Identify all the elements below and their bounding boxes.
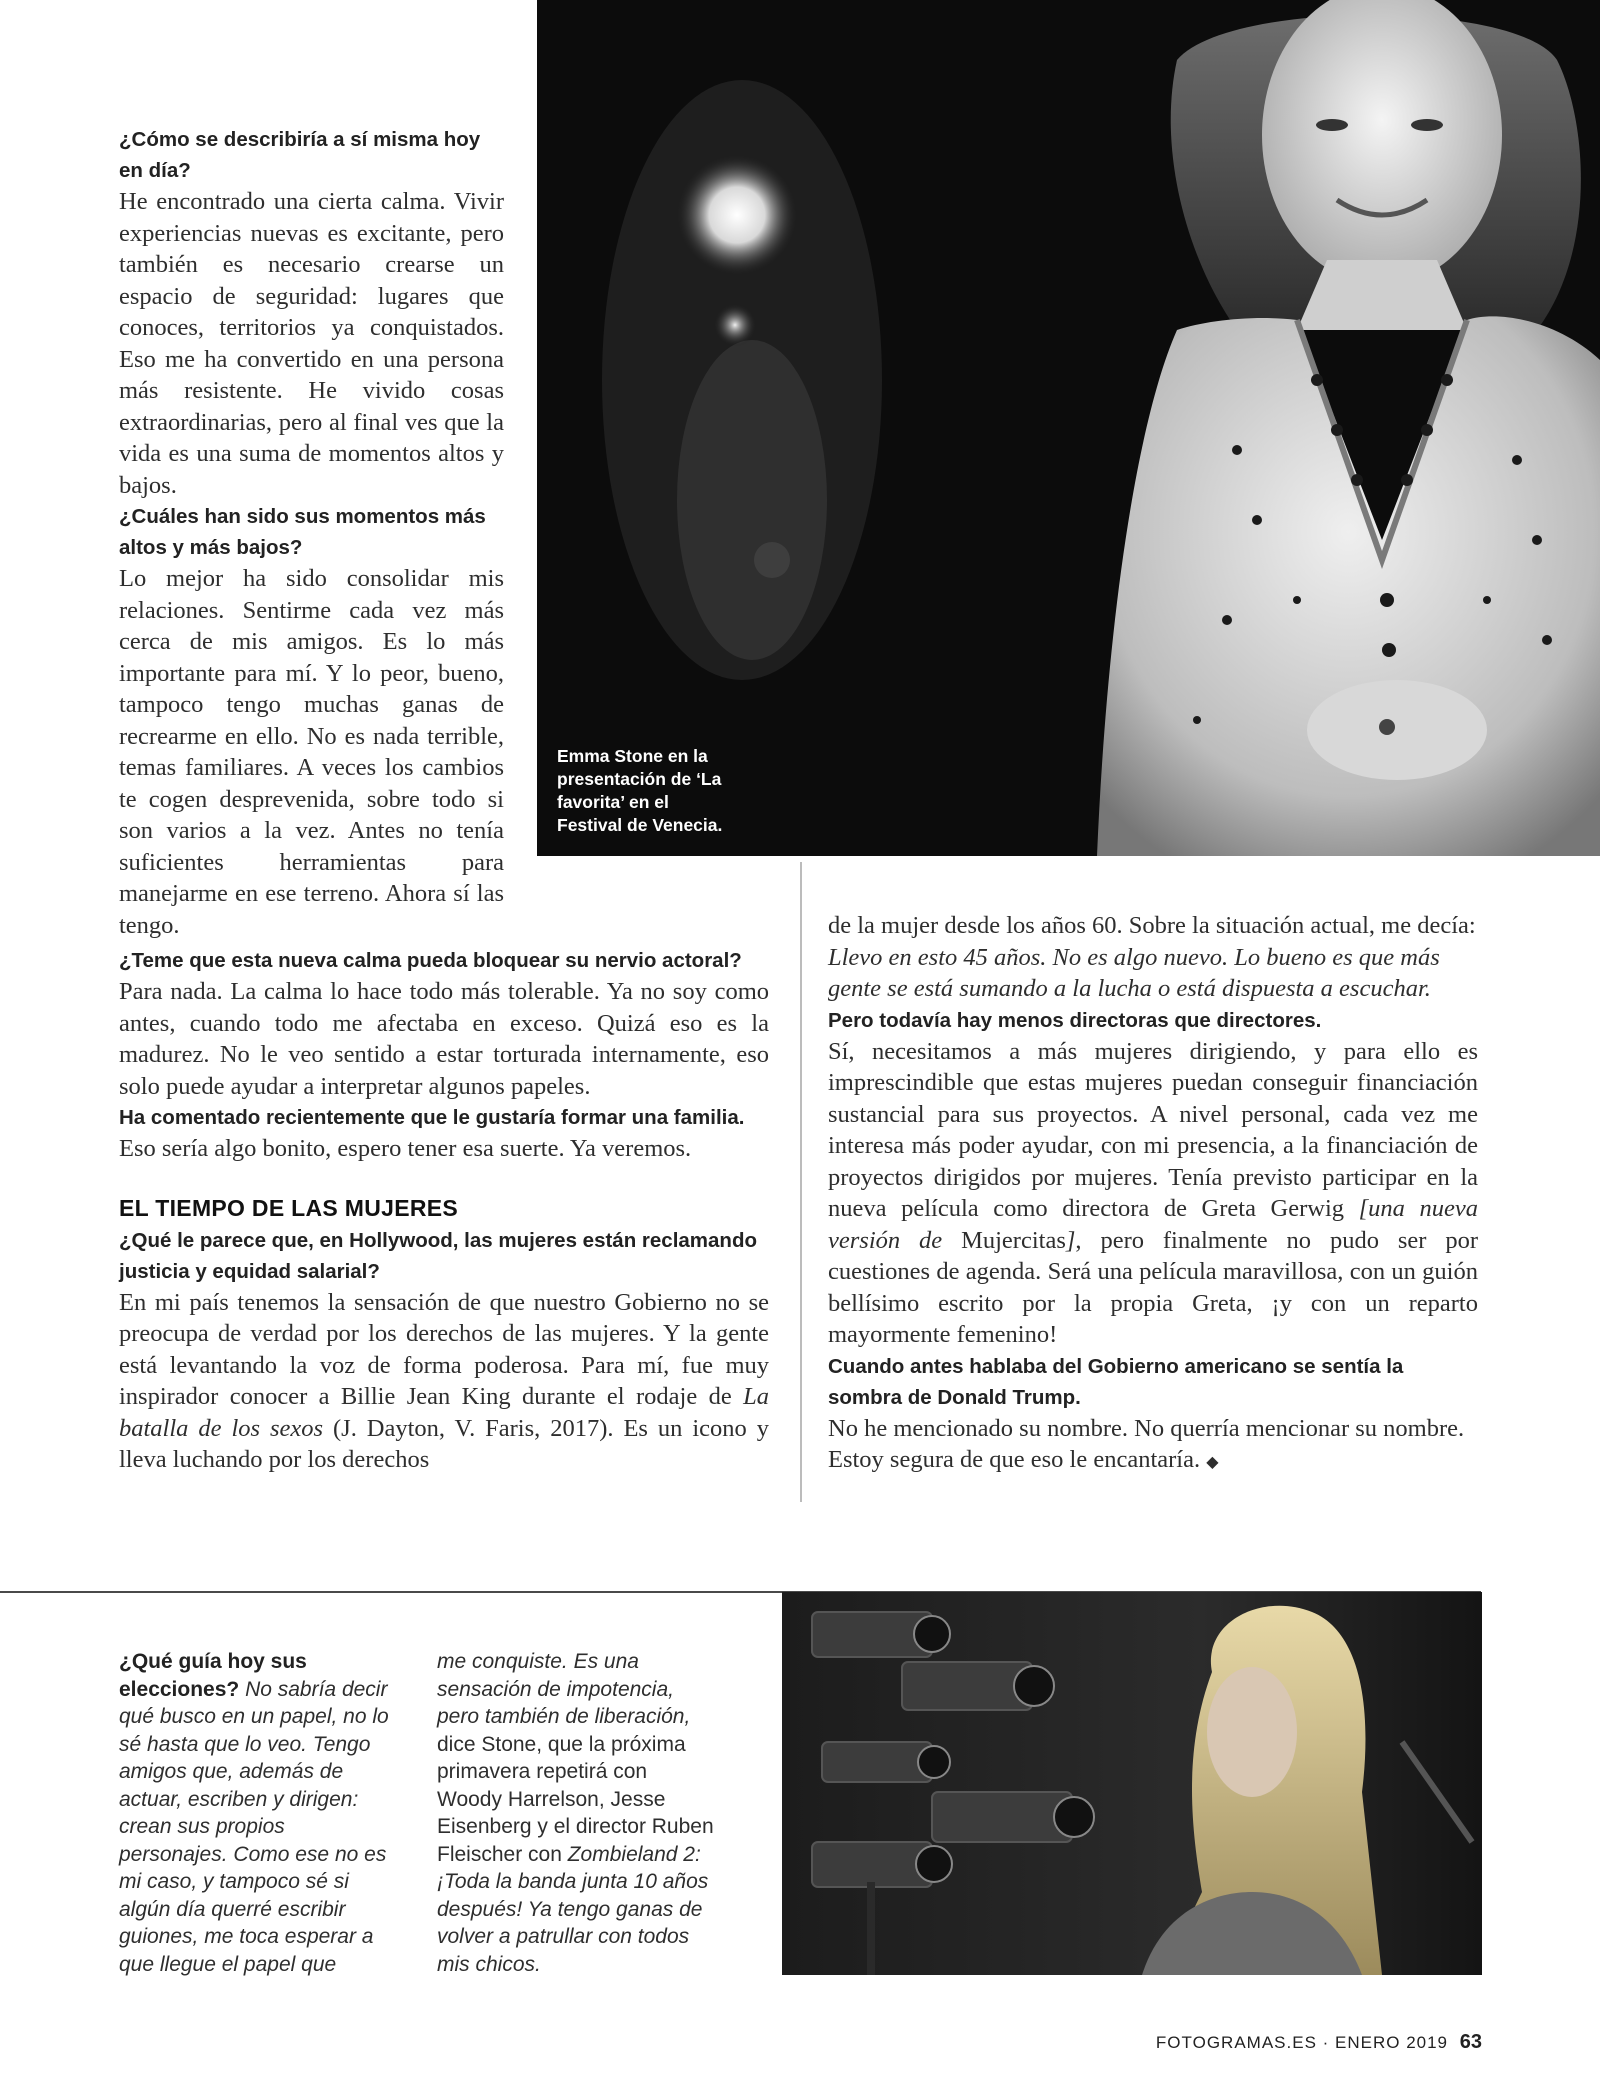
page-footer (1156, 2031, 1482, 2054)
answer-3: Para nada. La calma lo hace todo más tolerable. Ya no soy como antes, cuando todo me afectaba en exceso. Quizá eso es la madurez. No le veo sentido a estar torturada internamente, eso solo puede ayudar a interpretar algunos papeles. (119, 978, 769, 1100)
answer-7-text: No he mencionado su nombre. No querría mencionar su nombre. Estoy segura de que eso le encantaría. (828, 1414, 1465, 1473)
question-4: Ha comentado recientemente que le gustaría formar una familia. (119, 1106, 745, 1129)
box-column-1 (119, 1648, 399, 1978)
answer-5-text-2: (J. Dayton, V. Faris, 2017). Es un icono y lleva luchando por los derechos (119, 1414, 769, 1473)
box-question: ¿Qué guía hoy sus elecciones? (119, 1650, 307, 1701)
end-diamond-icon: ◆ (1206, 1454, 1219, 1471)
answer-6-bracket: [una nueva versión de (828, 1195, 1478, 1254)
answer-5 (119, 1287, 769, 1476)
left-column-top (119, 124, 504, 941)
box-col1-text: No sabría decir qué busco en un papel, no lo sé hasta que lo veo. Tengo amigos que, además de actuar, escriben y dirigen: crean sus propios personajes. Como ese no es mi caso, y tampoco sé si algún día querré escribir guiones, me toca esperar a que llegue el papel que (119, 1677, 389, 1976)
right-column (828, 910, 1478, 1479)
box-col2-text-3: : ¡Toda la banda junta 10 años después! Ya tengo ganas de volver a patrullar con todos mis chicos. (437, 1842, 709, 1976)
question-5: ¿Qué le parece que, en Hollywood, las mujeres están reclamando justicia y equidad salarial? (119, 1228, 757, 1283)
question-3: ¿Teme que esta nueva calma pueda bloquear su nervio actoral? (119, 949, 742, 972)
question-7: Cuando antes hablaba del Gobierno americano se sentía la sombra de Donald Trump. (828, 1354, 1404, 1409)
question-1: ¿Cómo se describiría a sí misma hoy en día? (119, 128, 481, 182)
section-title: EL TIEMPO DE LAS MUJERES (119, 1194, 459, 1221)
question-2: ¿Cuáles han sido sus momentos más altos y más bajos? (119, 505, 486, 559)
photo-emma-stone-venice-image (537, 0, 1600, 856)
answer-2: Lo mejor ha sido consolidar mis relaciones. Sentirme cada vez más cerca de mis amigos. Es lo más importante para mí. Y lo peor, bueno, tampoco tengo muchas ganas de recrearme en ello. No es nada terrible, temas familiares. A veces los cambios te cogen desprevenida, sobre todo si son varios a la vez. Antes no tenía suficientes herramientas para manejarme en ese terreno. Ahora sí las tengo. (119, 565, 504, 939)
film-title-battle-of-sexes: La batalla de los sexos (119, 1383, 769, 1442)
column-divider (800, 862, 802, 1502)
photo-emma-stone-set (782, 1592, 1482, 1975)
photo-emma-stone-set-image (782, 1592, 1482, 1975)
page-number: 63 (1459, 2031, 1482, 2053)
film-title-zombieland: Zombieland 2 (567, 1842, 695, 1866)
answer-5-cont-text: de la mujer desde los años 60. Sobre la situación actual, me decía: (828, 912, 1476, 939)
left-column-bottom (119, 945, 769, 1476)
answer-6 (828, 1036, 1478, 1351)
box-column-2 (437, 1648, 717, 1978)
footer-magazine: FOTOGRAMAS.ES · ENERO 2019 (1155, 2033, 1449, 2052)
answer-4: Eso sería algo bonito, espero tener esa suerte. Ya veremos. (119, 1135, 692, 1162)
answer-6-bracket-end: ] (1065, 1226, 1076, 1254)
photo-emma-stone-venice (537, 0, 1600, 856)
answer-6-text-2: , pero finalmente no pudo ser por cuestiones de agenda. Será una película maravillosa, con un guión bellísimo escrito por la propia Greta, ¡y con un reparto mayormente femenino! (828, 1226, 1478, 1348)
photo-caption: Emma Stone en la presentación de ‘La favorita’ en el Festival de Venecia. (557, 746, 723, 835)
answer-5-text-1: En mi país tenemos la sensación de que nuestro Gobierno no se preocupa de verdad por los derechos de las mujeres. Y la gente está levantando la voz de forma poderosa. Para mí, fue muy inspirador conocer a Billie Jean King durante el rodaje de (119, 1288, 769, 1410)
answer-7 (828, 1413, 1478, 1479)
box-col2-text-1: me conquiste. Es una sensación de impotencia, pero también de liberación, (437, 1650, 691, 1728)
question-6: Pero todavía hay menos directoras que directores. (828, 1008, 1322, 1032)
film-title-mujercitas: Mujercitas (961, 1226, 1066, 1254)
box-col2-text-2: dice Stone, que la próxima primavera repetirá con Woody Harrelson, Jesse Eisenberg y el director Ruben Fleischer con (437, 1732, 714, 1866)
answer-1: He encontrado una cierta calma. Vivir experiencias nuevas es excitante, pero también es necesario crearse un espacio de seguridad: lugares que conoces, territorios ya conquistados. Eso me ha convertido en una persona más resistente. He vivido cosas extraordinarias, pero al final ves que la vida es una suma de momentos altos y bajos. (119, 188, 504, 499)
answer-5-continued (828, 910, 1478, 1005)
billie-jean-quote: Llevo en esto 45 años. No es algo nuevo. Lo bueno es que más gente se está sumando a la lucha o está dispuesta a escuchar. (828, 943, 1440, 1002)
answer-6-text-1: Sí, necesitamos a más mujeres dirigiendo, y para ello es imprescindible que estas mujeres puedan conseguir financiación sustancial para sus proyectos. A nivel personal, cada vez me interesa más poder ayudar, con mi presencia, a la financiación de proyectos dirigidos por mujeres. Tenía previsto participar en la nueva película como directora de Greta Gerwig (828, 1037, 1478, 1222)
